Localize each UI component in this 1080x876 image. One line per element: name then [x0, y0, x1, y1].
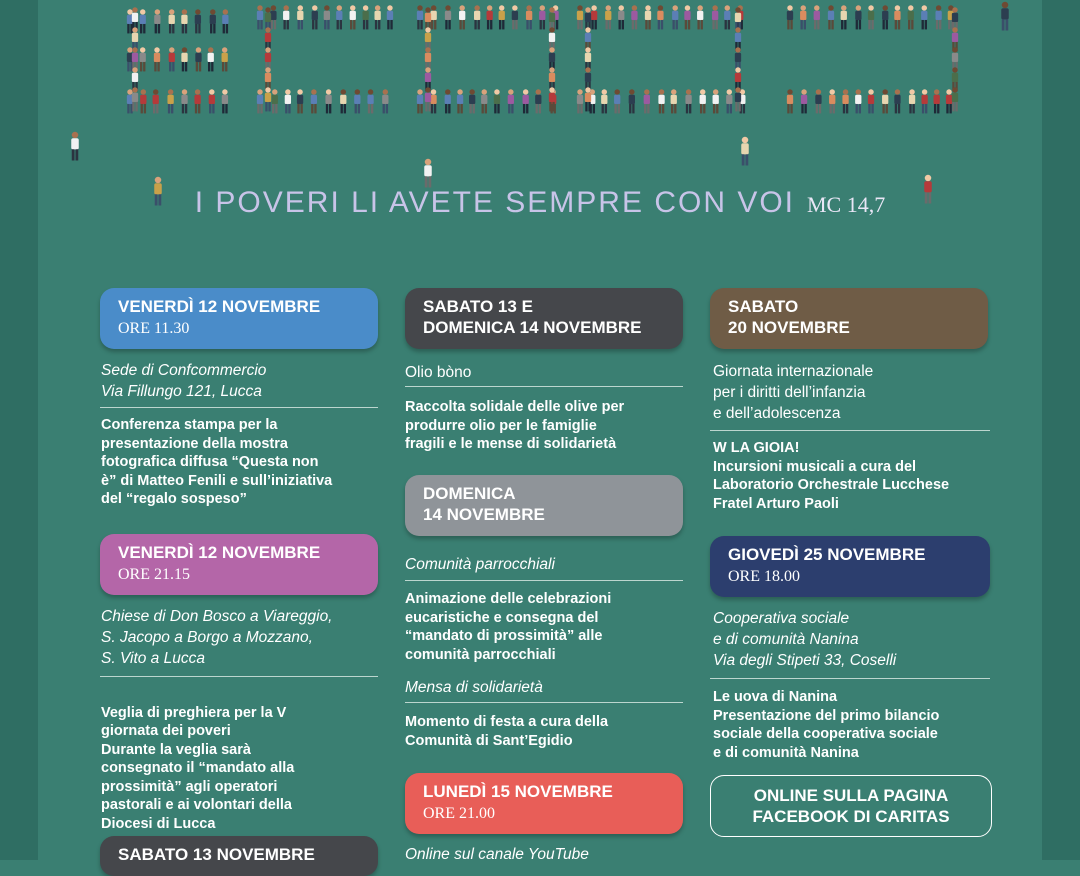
event-description: Le uova di Nanina Presentazione del primo bilancio sociale della cooperativa sociale e di comunità Nanina	[713, 689, 940, 761]
tagline	[0, 186, 1080, 220]
crowd-person	[285, 89, 291, 113]
crowd-person	[387, 5, 393, 29]
crowd-person	[487, 5, 493, 29]
crowd-person	[445, 89, 451, 113]
crowd-person	[325, 89, 331, 113]
event-badge-venerdi-1130	[100, 288, 378, 349]
crowd-person	[431, 5, 437, 29]
event-time: ORE 18.00	[728, 568, 800, 585]
crowd-person	[374, 5, 380, 29]
crowd-person	[270, 5, 276, 29]
online-facebook-box: ONLINE SULLA PAGINA FACEBOOK DI CARITAS	[710, 775, 992, 837]
crowd-person	[336, 5, 342, 29]
crowd-person	[946, 89, 952, 113]
crowd-person	[181, 47, 187, 71]
crowd-person	[208, 47, 214, 71]
event-location-2: Mensa di solidarietà	[405, 679, 543, 696]
crowd-person	[324, 5, 330, 29]
event-description-title: Veglia di preghiera per la V giornata dei poveri	[101, 704, 287, 739]
divider	[405, 386, 683, 387]
event-location: Sede di Confcommercio Via Fillungo 121, Lucca	[101, 362, 267, 400]
event-location: Olio bòno	[405, 364, 472, 381]
crowd-person	[181, 9, 187, 33]
crowd-person	[672, 5, 678, 29]
crowd-person	[645, 5, 651, 29]
crowd-person	[257, 89, 263, 113]
crowd-person	[726, 89, 732, 113]
crowd-person	[417, 89, 423, 113]
divider	[405, 702, 683, 703]
crowd-person	[265, 87, 271, 111]
crowd-person	[169, 47, 175, 71]
crowd-person	[934, 89, 940, 113]
crowd-person	[523, 89, 529, 113]
crowd-person	[382, 89, 388, 113]
crowd-person	[618, 5, 624, 29]
crowd-person	[935, 5, 941, 29]
event-date: LUNEDÌ 15 NOVEMBRE	[423, 782, 613, 801]
crowd-person	[882, 89, 888, 113]
event-date: VENERDÌ 12 NOVEMBRE	[118, 543, 321, 562]
crowd-person	[671, 89, 677, 113]
event-date: DOMENICA 14 NOVEMBRE	[423, 484, 545, 524]
divider	[100, 676, 378, 677]
crowd-person	[814, 5, 820, 29]
crowd-person	[257, 5, 263, 29]
crowd-person	[855, 89, 861, 113]
event-description: Raccolta solidale delle olive per produrre olio per le famiglie fragili e le mense di solidarietà	[405, 399, 625, 452]
crowd-person	[591, 5, 597, 29]
crowd-person	[140, 9, 146, 33]
event-date: VENERDÌ 12 NOVEMBRE	[118, 297, 321, 316]
tagline-text: I POVERI LI AVETE SEMPRE CON VOI	[194, 186, 795, 219]
crowd-person	[71, 132, 79, 161]
crowd-person	[735, 87, 741, 111]
crowd-person	[194, 89, 200, 113]
crowd-person	[474, 5, 480, 29]
crowd-person	[222, 89, 228, 113]
event-description-body: Durante la veglia sarà consegnato il “mandato alla prossimità” agli operatori pastorali e ai volontari della Diocesi di Lucca	[101, 741, 295, 832]
crowd-person	[425, 87, 431, 111]
crowd-person	[724, 5, 730, 29]
crowd-person	[512, 5, 518, 29]
crowd-person	[842, 89, 848, 113]
crowd-person	[210, 9, 216, 33]
event-location: Giornata internazionale per i diritti dell’infanzia e dell’adolescenza	[713, 363, 874, 422]
crowd-person	[1001, 2, 1009, 31]
event-description: Animazione delle celebrazioni eucaristiche e consegna del “mandato di prossimità” alle comunità parrocchiali	[405, 591, 612, 663]
crowd-person	[614, 89, 620, 113]
crowd-person	[132, 87, 138, 111]
crowd-person	[657, 5, 663, 29]
crowd-person	[631, 5, 637, 29]
event-location: Comunità parrocchiali	[405, 556, 555, 573]
event-time: ORE 21.00	[423, 805, 495, 822]
crowd-person	[828, 5, 834, 29]
crowd-person	[272, 89, 278, 113]
event-location: Cooperativa sociale e di comunità Nanina Via degli Stipeti 33, Coselli	[713, 610, 897, 669]
crowd-person	[601, 89, 607, 113]
crowd-person	[362, 5, 368, 29]
crowd-person	[499, 5, 505, 29]
divider	[710, 430, 990, 431]
event-date: GIOVEDÌ 25 NOVEMBRE	[728, 545, 926, 564]
crowd-person	[787, 5, 793, 29]
crowd-person	[140, 89, 146, 113]
crowd-person	[417, 5, 423, 29]
event-location: Online sul canale YouTube	[405, 846, 589, 863]
crowd-person	[154, 47, 160, 71]
crowd-person	[868, 5, 874, 29]
crowd-person	[684, 5, 690, 29]
crowd-person	[424, 159, 432, 188]
event-badge-sabato-20	[710, 288, 988, 349]
crowd-person	[800, 5, 806, 29]
crowd-person	[167, 89, 173, 113]
crowd-person	[741, 137, 749, 166]
crowd-person	[909, 89, 915, 113]
divider	[405, 580, 683, 581]
crowd-person	[712, 5, 718, 29]
crowd-person	[526, 5, 532, 29]
crowd-person	[697, 5, 703, 29]
crowd-person	[894, 89, 900, 113]
crowd-person	[457, 89, 463, 113]
scripture-reference: MC 14,7	[807, 192, 886, 217]
crowd-person	[195, 47, 201, 71]
crowd-person	[181, 89, 187, 113]
crowd-person	[367, 89, 373, 113]
crowd-person	[494, 89, 500, 113]
crowd-person	[713, 89, 719, 113]
event-description: Conferenza stampa per la presentazione della mostra fotografica diffusa “Questa non è” di Matteo Fenili e sull’iniziativa del “regalo sospeso”	[101, 417, 333, 507]
event-badge-giovedi-25	[710, 536, 990, 597]
event-badge-sabato-domenica	[405, 288, 683, 349]
crowd-person	[605, 5, 611, 29]
event-date: SABATO 13 E DOMENICA 14 NOVEMBRE	[423, 297, 642, 337]
crowd-person	[894, 5, 900, 29]
event-badge-sabato-13	[100, 836, 378, 876]
crowd-person	[815, 89, 821, 113]
divider	[100, 407, 378, 408]
crowd-person	[222, 9, 228, 33]
event-location: Chiese di Don Bosco a Viareggio, S. Jacopo a Borgo a Mozzano, S. Vito a Lucca	[101, 608, 333, 667]
crowd-person	[445, 5, 451, 29]
crowd-person	[311, 89, 317, 113]
crowd-person	[868, 89, 874, 113]
crowd-person	[700, 89, 706, 113]
event-time: ORE 21.15	[118, 566, 190, 583]
crowd-person	[685, 89, 691, 113]
event-description-2: Momento di festa a cura della Comunità di Sant’Egidio	[405, 714, 609, 749]
crowd-person	[629, 89, 635, 113]
crowd-person	[140, 47, 146, 71]
crowd-person	[209, 89, 215, 113]
crowd-person	[154, 9, 160, 33]
crowd-person	[153, 89, 159, 113]
crowd-person	[644, 89, 650, 113]
crowd-person	[882, 5, 888, 29]
crowd-person	[195, 9, 201, 33]
crowd-person	[921, 89, 927, 113]
crowd-person	[459, 5, 465, 29]
crowd-person	[658, 89, 664, 113]
crowd-person	[350, 5, 356, 29]
crowd-person	[855, 5, 861, 29]
crowd-person	[539, 5, 545, 29]
crowd-person	[297, 5, 303, 29]
crowd-person	[535, 89, 541, 113]
crowd-person	[283, 5, 289, 29]
event-badge-lunedi-15	[405, 773, 683, 834]
crowd-person	[801, 89, 807, 113]
event-badge-domenica-14	[405, 475, 683, 536]
crowd-person	[354, 89, 360, 113]
event-description: W LA GIOIA! Incursioni musicali a cura del Laboratorio Orchestrale Lucchese Fratel Arturo Paoli	[713, 440, 950, 512]
crowd-person	[297, 89, 303, 113]
crowd-person	[340, 89, 346, 113]
crowd-person	[508, 89, 514, 113]
crowd-person	[577, 89, 583, 113]
crowd-person	[841, 5, 847, 29]
crowd-person	[952, 87, 958, 111]
crowd-person	[577, 5, 583, 29]
crowd-person	[430, 89, 436, 113]
crowd-person	[469, 89, 475, 113]
event-description	[101, 685, 294, 833]
crowd-person	[585, 87, 591, 111]
crowd-person	[787, 89, 793, 113]
crowd-person	[829, 89, 835, 113]
crowd-person	[908, 5, 914, 29]
crowd-person	[169, 9, 175, 33]
crowd-person	[222, 47, 228, 71]
event-badge-venerdi-2115	[100, 534, 378, 595]
crowd-person	[921, 5, 927, 29]
crowd-person	[312, 5, 318, 29]
event-time: ORE 11.30	[118, 320, 190, 337]
event-date: SABATO 13 NOVEMBRE	[118, 845, 315, 864]
divider	[710, 678, 990, 679]
event-date: SABATO 20 NOVEMBRE	[728, 297, 850, 337]
crowd-person	[481, 89, 487, 113]
